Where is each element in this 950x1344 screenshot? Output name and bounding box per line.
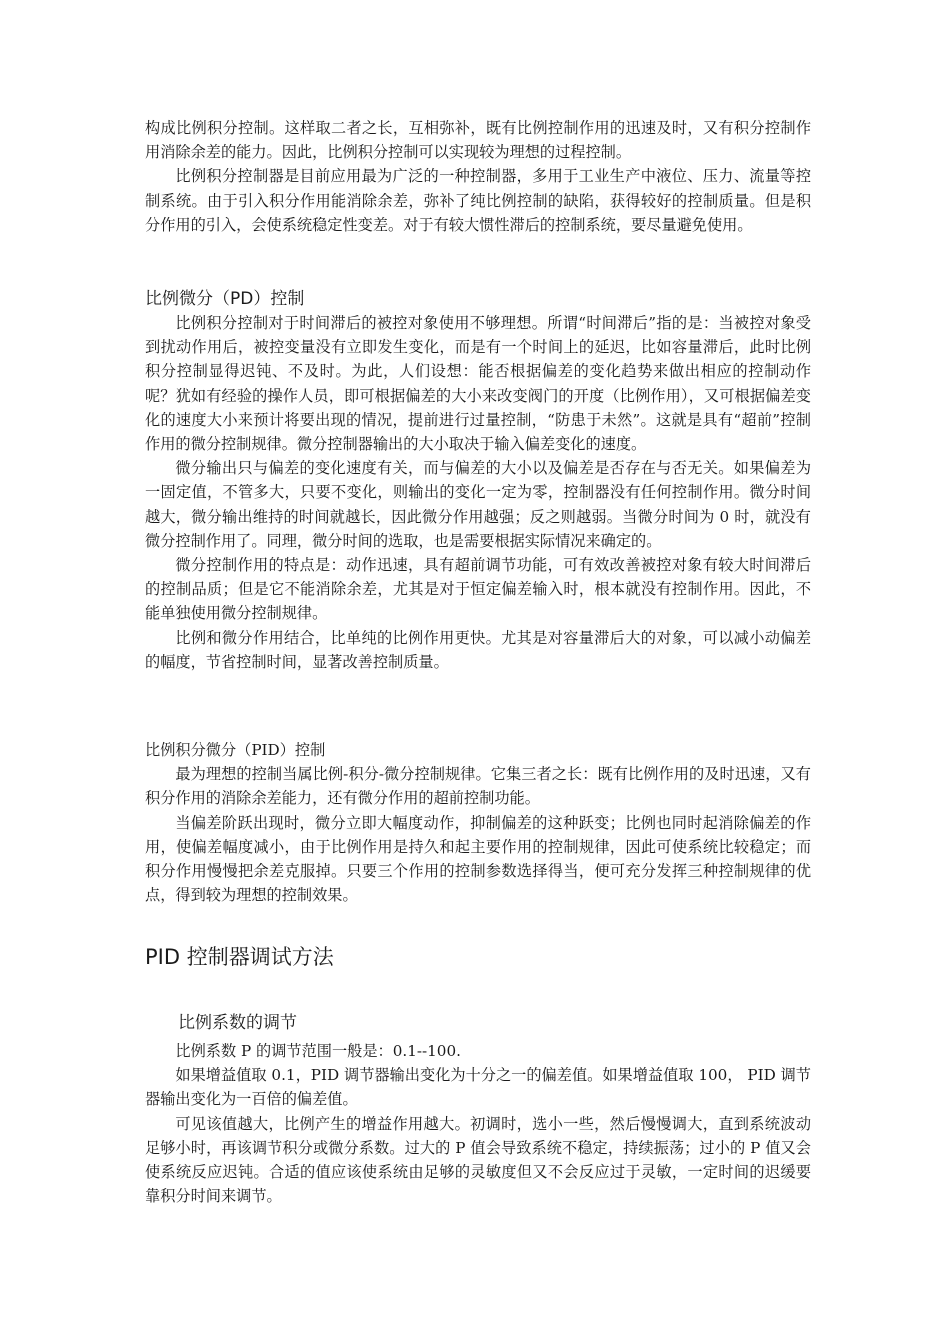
pd-paragraph-4: 比例和微分作用结合，比单纯的比例作用更快。尤其是对容量滞后大的对象，可以减小动偏差的幅度，节省控制时间，显著改善控制质量。	[145, 628, 811, 671]
proportional-tuning-section	[145, 1011, 811, 1208]
pd-paragraph-2: 微分输出只与偏差的变化速度有关，而与偏差的大小以及偏差是否存在与否无关。如果偏差为一固定值，不管多大，只要不变化，则输出的变化一定为零，控制器没有任何控制作用。微分时间越大，微分输出维持的时间就越长，因此微分作用越强；反之则越弱。当微分时间为 0 时，就没有微分控制作用了。同理，微分时间的选取，也是需要根据实际情况来确定的。	[145, 459, 811, 550]
pd-paragraph-3: 微分控制作用的特点是：动作迅速，具有超前调节功能，可有效改善被控对象有较大时间滞后的控制品质；但是它不能消除余差，尤其是对于恒定偏差输入时，根本就没有控制作用。因此，不能单独使用微分控制规律。	[145, 556, 811, 623]
pd-heading: 比例微分（PD）控制	[145, 289, 305, 309]
pd-section	[145, 287, 811, 674]
tuning-paragraph-3: 可见该值越大，比例产生的增益作用越大。初调时，选小一些，然后慢慢调大，直到系统波动足够小时，再该调节积分或微分系数。过大的 P 值会导致系统不稳定，持续振荡；过小的 P 值又会使系统反应迟钝。合适的值应该使系统由足够的灵敏度但又不会反应过于灵敏，一定时间的迟缓要靠积分时间来调节。	[145, 1114, 811, 1206]
tuning-paragraph-1: 比例系数 P 的调节范围一般是：0.1--100.	[175, 1042, 461, 1060]
pid-heading: 比例积分微分（PID）控制	[145, 741, 326, 759]
proportional-subheading: 比例系数的调节	[178, 1013, 297, 1033]
tuning-paragraph-2: 如果增益值取 0.1，PID 调节器输出变化为十分之一的偏差值。如果增益值取 100， PID 调节器输出变化为一百倍的偏差值。	[145, 1066, 811, 1109]
tuning-section	[145, 942, 811, 972]
intro-paragraph-1: 构成比例积分控制。这样取二者之长，互相弥补，既有比例控制作用的迅速及时，又有积分控制作用消除余差的能力。因此，比例积分控制可以实现较为理想的过程控制。	[145, 119, 811, 162]
pid-paragraph-1: 最为理想的控制当属比例-积分-微分控制规律。它集三者之长：既有比例作用的及时迅速，又有积分作用的消除余差能力，还有微分作用的超前控制功能。	[145, 765, 811, 808]
intro-paragraph-2: 比例积分控制器是目前应用最为广泛的一种控制器，多用于工业生产中液位、压力、流量等控制系统。由于引入积分作用能消除余差，弥补了纯比例控制的缺陷，获得较好的控制质量。但是积分作用的引入，会使系统稳定性变差。对于有较大惯性滞后的控制系统，要尽量避免使用。	[145, 167, 811, 234]
pid-section	[145, 738, 811, 907]
intro-section	[145, 116, 811, 237]
pid-paragraph-2: 当偏差阶跃出现时，微分立即大幅度动作，抑制偏差的这种跃变；比例也同时起消除偏差的作用，使偏差幅度减小，由于比例作用是持久和起主要作用的控制规律，因此可使系统比较稳定；而积分作用慢慢把余差克服掉。只要三个作用的控制参数选择得当，便可充分发挥三种控制规律的优点，得到较为理想的控制效果。	[145, 813, 811, 905]
pd-paragraph-1: 比例积分控制对于时间滞后的被控对象使用不够理想。所谓“时间滞后”指的是：当被控对象受到扰动作用后，被控变量没有立即发生变化，而是有一个时间上的延迟，比如容量滞后，此时比例积分控制显得迟钝、不及时。为此，人们设想：能否根据偏差的变化趋势来做出相应的控制动作呢？犹如有经验的操作人员，即可根据偏差的大小来改变阀门的开度（比例作用），又可根据偏差变化的速度大小来预计将要出现的情况，提前进行过量控制，“防患于未然”。这就是具有“超前”控制作用的微分控制规律。微分控制器输出的大小取决于输入偏差变化的速度。	[145, 314, 811, 454]
tuning-heading: PID 控制器调试方法	[145, 945, 334, 969]
